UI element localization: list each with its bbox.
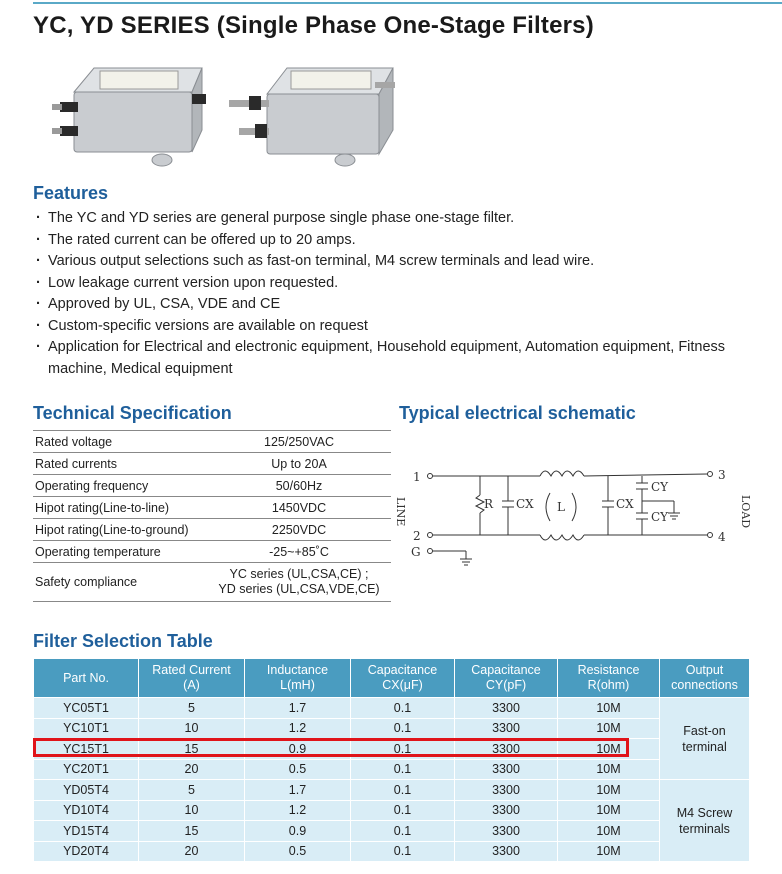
spec-key: Operating temperature [33, 541, 207, 563]
cell-cx: 0.1 [351, 841, 455, 862]
cell-current: 15 [139, 821, 245, 842]
table-row [34, 718, 750, 739]
feature-item: · Various output selections such as fast-on terminal, M4 screw terminals and lead wire. [36, 251, 736, 273]
schematic-heading: Typical electrical schematic [399, 403, 636, 423]
spec-row [33, 475, 391, 497]
cell-cy: 3300 [455, 698, 558, 719]
cell-resistance: 10M [558, 800, 660, 821]
selection-table-wrap [33, 658, 750, 862]
cell-inductance: 1.2 [245, 800, 351, 821]
spec-value: -25~+85˚C [207, 541, 391, 563]
page-title: YC, YD SERIES (Single Phase One-Stage Filters) [33, 12, 594, 39]
spec-key: Operating frequency [33, 475, 207, 497]
cell-part: YD15T4 [34, 821, 139, 842]
cell-resistance: 10M [558, 841, 660, 862]
cell-current: 5 [139, 698, 245, 719]
feature-item: · Approved by UL, CSA, VDE and CE [36, 294, 736, 316]
spec-row [33, 497, 391, 519]
selection-table [33, 658, 750, 862]
table-row [34, 780, 750, 801]
spec-key: Hipot rating(Line-to-line) [33, 497, 207, 519]
cell-current: 15 [139, 739, 245, 760]
cell-part: YD10T4 [34, 800, 139, 821]
col-header-inductance: Inductance L(mH) [245, 659, 351, 698]
cell-inductance: 1.7 [245, 780, 351, 801]
cell-resistance: 10M [558, 698, 660, 719]
col-header-resistance: Resistance R(ohm) [558, 659, 660, 698]
feature-item: · Application for Electrical and electronic equipment, Household equipment, Automation equipment, Fitness machine, Medical equipment [36, 337, 736, 380]
product-photo-yd [225, 54, 405, 174]
cy2-label: CY [651, 510, 669, 524]
cell-current: 10 [139, 800, 245, 821]
spec-row [33, 563, 391, 602]
cell-cy: 3300 [455, 780, 558, 801]
cell-current: 20 [139, 841, 245, 862]
terminal-3-label: 3 [718, 468, 726, 482]
cell-output-fast-on: Fast-on terminal [660, 698, 750, 780]
spec-value [207, 563, 391, 602]
cell-inductance: 0.9 [245, 739, 351, 760]
feature-item: · The rated current can be offered up to 20 amps. [36, 230, 736, 252]
cell-resistance: 10M [558, 759, 660, 780]
cell-cy: 3300 [455, 800, 558, 821]
cell-cx: 0.1 [351, 759, 455, 780]
cell-cy: 3300 [455, 759, 558, 780]
features-heading: Features [33, 183, 109, 203]
table-row [34, 759, 750, 780]
spec-key: Rated voltage [33, 431, 207, 453]
spec-heading: Technical Specification [33, 403, 232, 423]
spec-table [33, 430, 391, 602]
spec-value: 125/250VAC [207, 431, 391, 453]
cell-part: YC15T1 [34, 739, 139, 760]
spec-key: Safety compliance [33, 563, 207, 602]
table-row [34, 800, 750, 821]
safety-yc: YC series (UL,CSA,CE) ; [229, 567, 369, 581]
spec-row [33, 519, 391, 541]
resistor-label: R [484, 497, 494, 511]
col-header-output: Output connections [660, 659, 750, 698]
feature-item: · The YC and YD series are general purpose single phase one-stage filter. [36, 208, 736, 230]
terminal-1-label: 1 [413, 470, 421, 484]
cy1-label: CY [651, 480, 669, 494]
cell-cx: 0.1 [351, 800, 455, 821]
cell-part: YD20T4 [34, 841, 139, 862]
line-label: LINE [394, 497, 407, 527]
cell-part: YC10T1 [34, 718, 139, 739]
cell-part: YC20T1 [34, 759, 139, 780]
spec-value: 50/60Hz [207, 475, 391, 497]
feature-item: · Low leakage current version upon requested. [36, 273, 736, 295]
feature-item: · Custom-specific versions are available on request [36, 316, 736, 338]
col-header-cx: Capacitance CX(μF) [351, 659, 455, 698]
cx-label: CX [516, 497, 534, 511]
cell-resistance: 10M [558, 821, 660, 842]
cell-inductance: 1.2 [245, 718, 351, 739]
ground-label: G [411, 545, 421, 559]
cell-cx: 0.1 [351, 739, 455, 760]
product-photo-yc [52, 54, 212, 174]
cell-inductance: 0.9 [245, 821, 351, 842]
features-list [36, 208, 736, 380]
terminal-4-label: 4 [718, 530, 726, 544]
cell-resistance: 10M [558, 780, 660, 801]
spec-value: 1450VDC [207, 497, 391, 519]
spec-row [33, 431, 391, 453]
col-header-current: Rated Current (A) [139, 659, 245, 698]
cell-cy: 3300 [455, 841, 558, 862]
selection-header-row [34, 659, 750, 698]
cell-resistance: 10M [558, 739, 660, 760]
table-row [34, 739, 750, 760]
top-rule [33, 2, 782, 4]
cell-resistance: 10M [558, 718, 660, 739]
cell-current: 20 [139, 759, 245, 780]
inductor-label: L [557, 500, 565, 514]
electrical-schematic [394, 455, 760, 580]
cell-inductance: 0.5 [245, 759, 351, 780]
cell-cy: 3300 [455, 718, 558, 739]
table-row [34, 821, 750, 842]
table-row [34, 841, 750, 862]
cell-cy: 3300 [455, 821, 558, 842]
cell-cx: 0.1 [351, 718, 455, 739]
spec-row [33, 453, 391, 475]
spec-value: 2250VDC [207, 519, 391, 541]
cell-cx: 0.1 [351, 821, 455, 842]
table-row [34, 698, 750, 719]
cell-inductance: 1.7 [245, 698, 351, 719]
col-header-part: Part No. [34, 659, 139, 698]
cell-current: 5 [139, 780, 245, 801]
cell-part: YD05T4 [34, 780, 139, 801]
selection-heading: Filter Selection Table [33, 631, 213, 651]
spec-key: Hipot rating(Line-to-ground) [33, 519, 207, 541]
spec-value: Up to 20A [207, 453, 391, 475]
cx2-label: CX [616, 497, 634, 511]
terminal-2-label: 2 [413, 529, 421, 543]
cell-inductance: 0.5 [245, 841, 351, 862]
col-header-cy: Capacitance CY(pF) [455, 659, 558, 698]
cell-output-m4: M4 Screw terminals [660, 780, 750, 862]
spec-key: Rated currents [33, 453, 207, 475]
cell-current: 10 [139, 718, 245, 739]
cell-cx: 0.1 [351, 780, 455, 801]
safety-yd: YD series (UL,CSA,VDE,CE) [218, 582, 380, 596]
cell-cx: 0.1 [351, 698, 455, 719]
cell-cy: 3300 [455, 739, 558, 760]
cell-part: YC05T1 [34, 698, 139, 719]
load-label: LOAD [739, 495, 752, 529]
spec-row [33, 541, 391, 563]
